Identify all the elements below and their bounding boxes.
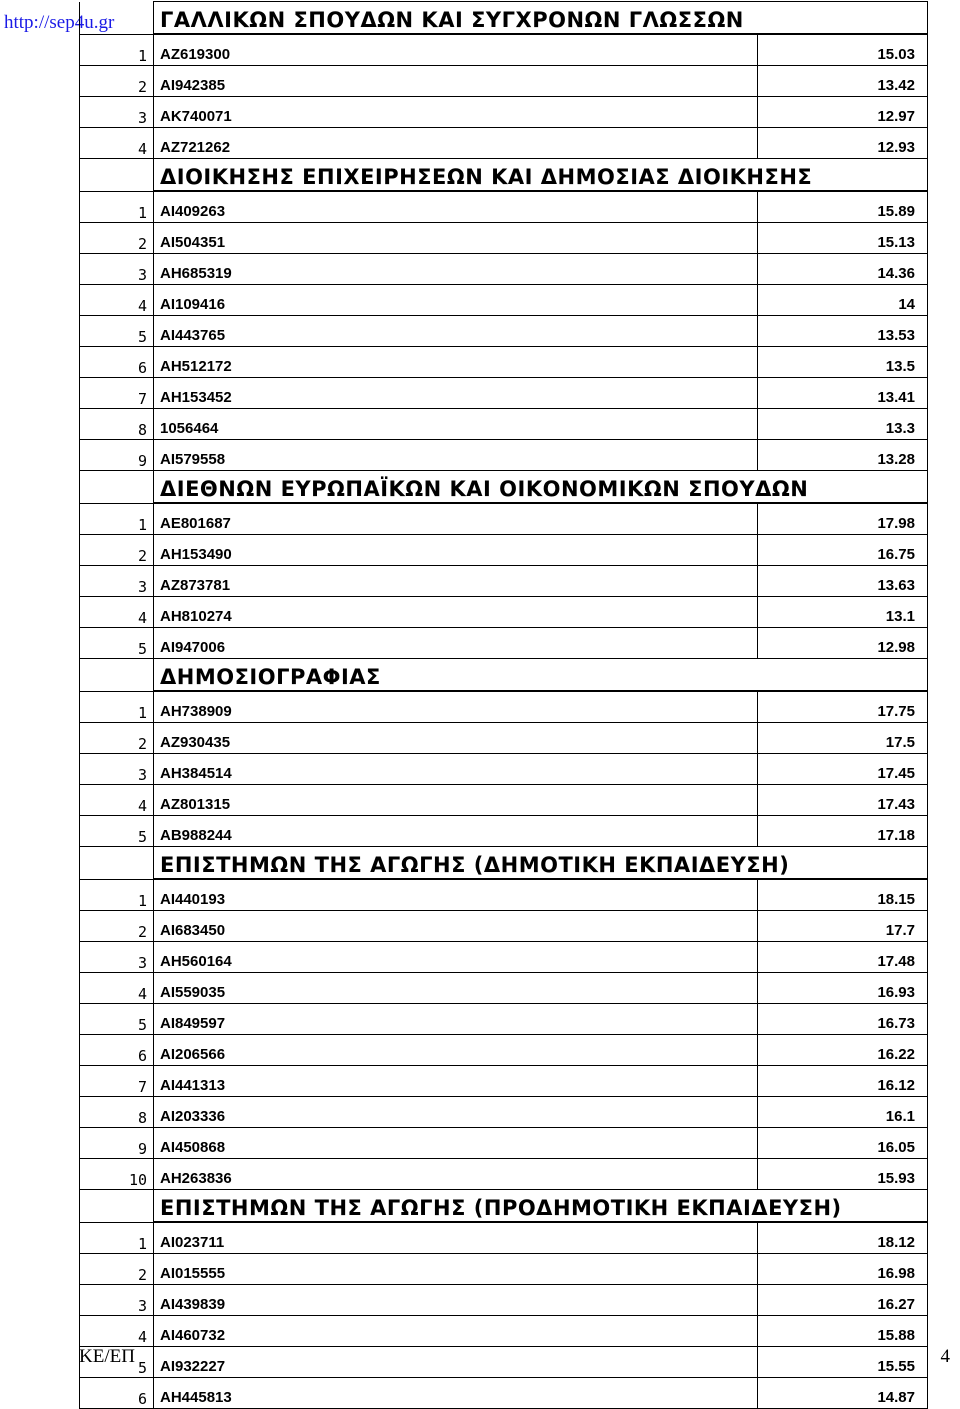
candidate-score: 16.1 <box>758 1097 928 1128</box>
section-header-row <box>80 2 928 35</box>
candidate-score: 17.7 <box>758 911 928 942</box>
watermark-link[interactable]: http://sep4u.gr <box>4 12 115 33</box>
row-number: 4 <box>80 785 154 816</box>
candidate-code: ΑΙ409263 <box>154 191 758 223</box>
section-header-spacer <box>80 159 154 192</box>
candidate-score: 16.73 <box>758 1004 928 1035</box>
candidate-score: 17.5 <box>758 723 928 754</box>
candidate-code: ΑΙ559035 <box>154 973 758 1004</box>
candidate-code: ΑΙ450868 <box>154 1128 758 1159</box>
candidate-score: 15.13 <box>758 223 928 254</box>
row-number: 6 <box>80 1378 154 1409</box>
row-number: 4 <box>80 973 154 1004</box>
candidate-code: ΑΙ439839 <box>154 1285 758 1316</box>
row-number: 9 <box>80 1128 154 1159</box>
table-row <box>80 1097 928 1128</box>
table-row <box>80 879 928 911</box>
row-number: 1 <box>80 1222 154 1254</box>
section-header-row <box>80 159 928 192</box>
candidate-code: ΑΖ873781 <box>154 566 758 597</box>
row-number: 3 <box>80 754 154 785</box>
results-table-body <box>80 2 928 1409</box>
candidate-code: ΑΖ930435 <box>154 723 758 754</box>
candidate-code: ΑΙ932227 <box>154 1347 758 1378</box>
candidate-score: 16.22 <box>758 1035 928 1066</box>
table-row <box>80 816 928 847</box>
candidate-code: ΑΗ445813 <box>154 1378 758 1409</box>
candidate-code: ΑΙ579558 <box>154 440 758 471</box>
section-header-spacer <box>80 471 154 504</box>
candidate-code: ΑΙ460732 <box>154 1316 758 1347</box>
table-row <box>80 191 928 223</box>
table-row <box>80 1254 928 1285</box>
table-row <box>80 566 928 597</box>
candidate-score: 17.98 <box>758 503 928 535</box>
row-number: 4 <box>80 285 154 316</box>
candidate-code: ΑΕ801687 <box>154 503 758 535</box>
candidate-code: ΑΒ988244 <box>154 816 758 847</box>
candidate-score: 14.36 <box>758 254 928 285</box>
candidate-score: 16.12 <box>758 1066 928 1097</box>
row-number: 1 <box>80 34 154 66</box>
row-number: 5 <box>80 816 154 847</box>
table-row <box>80 1128 928 1159</box>
table-row <box>80 254 928 285</box>
candidate-score: 17.48 <box>758 942 928 973</box>
candidate-score: 18.12 <box>758 1222 928 1254</box>
section-title: ΕΠΙΣΤΗΜΩΝ ΤΗΣ ΑΓΩΓΗΣ (ΔΗΜΟΤΙΚΗ ΕΚΠΑΙΔΕΥΣΗ) <box>154 847 928 880</box>
row-number: 5 <box>80 1347 154 1378</box>
row-number: 5 <box>80 316 154 347</box>
section-header-row <box>80 847 928 880</box>
table-row <box>80 1066 928 1097</box>
table-row <box>80 785 928 816</box>
row-number: 7 <box>80 378 154 409</box>
section-header-spacer <box>80 1190 154 1223</box>
candidate-code: ΑΙ023711 <box>154 1222 758 1254</box>
candidate-code: ΑΙ109416 <box>154 285 758 316</box>
section-header-spacer <box>80 847 154 880</box>
candidate-code: ΑΙ683450 <box>154 911 758 942</box>
row-number: 6 <box>80 347 154 378</box>
section-header-row <box>80 1190 928 1223</box>
candidate-code: ΑΗ685319 <box>154 254 758 285</box>
table-row <box>80 316 928 347</box>
table-row <box>80 1378 928 1409</box>
candidate-score: 13.3 <box>758 409 928 440</box>
candidate-code: ΑΙ206566 <box>154 1035 758 1066</box>
table-row <box>80 597 928 628</box>
candidate-code: ΑΖ619300 <box>154 34 758 66</box>
table-row <box>80 1285 928 1316</box>
row-number: 10 <box>80 1159 154 1190</box>
table-row <box>80 66 928 97</box>
section-header-row <box>80 471 928 504</box>
candidate-code: ΑΖ721262 <box>154 128 758 159</box>
candidate-code: ΑΗ263836 <box>154 1159 758 1190</box>
row-number: 6 <box>80 1035 154 1066</box>
candidate-score: 13.53 <box>758 316 928 347</box>
row-number: 1 <box>80 191 154 223</box>
row-number: 2 <box>80 535 154 566</box>
table-row <box>80 34 928 66</box>
table-row <box>80 440 928 471</box>
row-number: 5 <box>80 1004 154 1035</box>
table-row <box>80 409 928 440</box>
candidate-code: ΑΙ015555 <box>154 1254 758 1285</box>
candidate-score: 13.5 <box>758 347 928 378</box>
candidate-score: 16.93 <box>758 973 928 1004</box>
table-row <box>80 1035 928 1066</box>
row-number: 1 <box>80 503 154 535</box>
row-number: 8 <box>80 409 154 440</box>
candidate-code: ΑΙ440193 <box>154 879 758 911</box>
row-number: 1 <box>80 691 154 723</box>
table-row <box>80 942 928 973</box>
candidate-score: 18.15 <box>758 879 928 911</box>
table-row <box>80 347 928 378</box>
row-number: 9 <box>80 440 154 471</box>
row-number: 5 <box>80 628 154 659</box>
candidate-score: 14 <box>758 285 928 316</box>
section-header-spacer <box>80 2 154 35</box>
table-row <box>80 128 928 159</box>
table-row <box>80 1004 928 1035</box>
candidate-code: ΑΗ738909 <box>154 691 758 723</box>
candidate-score: 13.1 <box>758 597 928 628</box>
candidate-code: ΑΗ153452 <box>154 378 758 409</box>
candidate-score: 12.93 <box>758 128 928 159</box>
row-number: 3 <box>80 97 154 128</box>
candidate-code: ΑΗ512172 <box>154 347 758 378</box>
footer-page-number: 4 <box>940 1346 950 1367</box>
row-number: 4 <box>80 128 154 159</box>
row-number: 3 <box>80 1285 154 1316</box>
candidate-score: 16.98 <box>758 1254 928 1285</box>
candidate-code: ΑΙ504351 <box>154 223 758 254</box>
candidate-score: 16.05 <box>758 1128 928 1159</box>
row-number: 2 <box>80 1254 154 1285</box>
table-row <box>80 1222 928 1254</box>
candidate-score: 12.98 <box>758 628 928 659</box>
table-row <box>80 911 928 942</box>
row-number: 8 <box>80 1097 154 1128</box>
section-title: ΔΙΟΙΚΗΣΗΣ ΕΠΙΧΕΙΡΗΣΕΩΝ ΚΑΙ ΔΗΜΟΣΙΑΣ ΔΙΟΙΚΗΣΗΣ <box>154 159 928 192</box>
candidate-code: ΑΚ740071 <box>154 97 758 128</box>
section-title: ΕΠΙΣΤΗΜΩΝ ΤΗΣ ΑΓΩΓΗΣ (ΠΡΟΔΗΜΟΤΙΚΗ ΕΚΠΑΙΔΕΥΣΗ) <box>154 1190 928 1223</box>
candidate-score: 17.45 <box>758 754 928 785</box>
candidate-score: 15.55 <box>758 1347 928 1378</box>
candidate-score: 12.97 <box>758 97 928 128</box>
row-number: 4 <box>80 597 154 628</box>
row-number: 2 <box>80 66 154 97</box>
candidate-code: ΑΗ810274 <box>154 597 758 628</box>
table-row <box>80 691 928 723</box>
section-title: ΔΗΜΟΣΙΟΓΡΑΦΙΑΣ <box>154 659 928 692</box>
candidate-score: 13.63 <box>758 566 928 597</box>
candidate-code: ΑΙ849597 <box>154 1004 758 1035</box>
section-title: ΔΙΕΘΝΩΝ ΕΥΡΩΠΑΪΚΩΝ ΚΑΙ ΟΙΚΟΝΟΜΙΚΩΝ ΣΠΟΥΔΩΝ <box>154 471 928 504</box>
candidate-code: ΑΙ443765 <box>154 316 758 347</box>
table-row <box>80 223 928 254</box>
candidate-score: 16.75 <box>758 535 928 566</box>
row-number: 2 <box>80 223 154 254</box>
section-title: ΓΑΛΛΙΚΩΝ ΣΠΟΥΔΩΝ ΚΑΙ ΣΥΓΧΡΟΝΩΝ ΓΛΩΣΣΩΝ <box>154 2 928 35</box>
section-header-spacer <box>80 659 154 692</box>
table-row <box>80 285 928 316</box>
candidate-score: 13.42 <box>758 66 928 97</box>
candidate-score: 15.03 <box>758 34 928 66</box>
table-row <box>80 97 928 128</box>
row-number: 4 <box>80 1316 154 1347</box>
row-number: 3 <box>80 942 154 973</box>
table-row <box>80 628 928 659</box>
candidate-code: ΑΙ942385 <box>154 66 758 97</box>
candidate-code: ΑΖ801315 <box>154 785 758 816</box>
table-row <box>80 535 928 566</box>
candidate-code: ΑΙ441313 <box>154 1066 758 1097</box>
candidate-score: 17.43 <box>758 785 928 816</box>
candidate-score: 17.75 <box>758 691 928 723</box>
candidate-code: ΑΗ384514 <box>154 754 758 785</box>
candidate-code: ΑΗ560164 <box>154 942 758 973</box>
table-row <box>80 973 928 1004</box>
row-number: 3 <box>80 254 154 285</box>
row-number: 2 <box>80 723 154 754</box>
candidate-code: ΑΗ153490 <box>154 535 758 566</box>
candidate-score: 13.41 <box>758 378 928 409</box>
table-row <box>80 503 928 535</box>
candidate-score: 14.87 <box>758 1378 928 1409</box>
section-header-row <box>80 659 928 692</box>
row-number: 2 <box>80 911 154 942</box>
table-row <box>80 1347 928 1378</box>
candidate-score: 16.27 <box>758 1285 928 1316</box>
candidate-code: ΑΙ203336 <box>154 1097 758 1128</box>
footer-department: ΚΕ/ΕΠ <box>79 1346 135 1367</box>
row-number: 3 <box>80 566 154 597</box>
row-number: 7 <box>80 1066 154 1097</box>
table-row <box>80 1316 928 1347</box>
results-table <box>79 1 928 1409</box>
candidate-code: ΑΙ947006 <box>154 628 758 659</box>
candidate-score: 17.18 <box>758 816 928 847</box>
table-row <box>80 1159 928 1190</box>
candidate-score: 15.93 <box>758 1159 928 1190</box>
row-number: 1 <box>80 879 154 911</box>
candidate-score: 15.89 <box>758 191 928 223</box>
table-row <box>80 723 928 754</box>
candidate-score: 15.88 <box>758 1316 928 1347</box>
candidate-code: 1056464 <box>154 409 758 440</box>
table-row <box>80 754 928 785</box>
table-row <box>80 378 928 409</box>
candidate-score: 13.28 <box>758 440 928 471</box>
